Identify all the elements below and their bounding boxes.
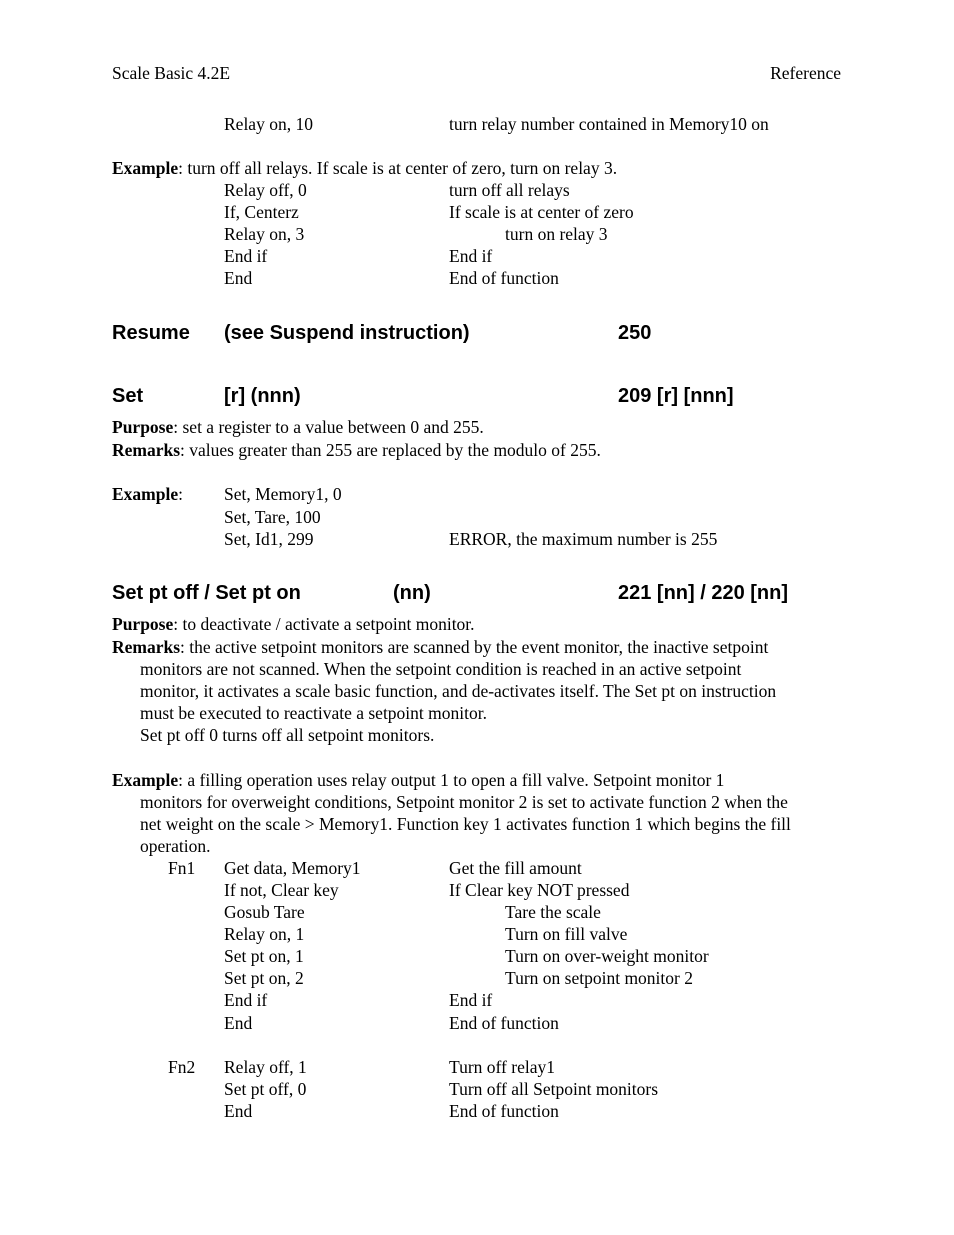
remarks-paragraph: Remarks: the active setpoint monitors are scanned by the event monitor, the inactive setpoint bbox=[112, 637, 769, 657]
instruction-args: [r] (nnn) bbox=[224, 385, 301, 407]
example-paragraph: Example: bbox=[112, 484, 183, 504]
code-line: End bbox=[224, 1013, 253, 1033]
instruction-args: (nn) bbox=[393, 582, 431, 604]
instruction-code: 250 bbox=[618, 322, 652, 344]
code-line: If not, Clear key bbox=[224, 880, 339, 900]
example-paragraph: Example: a filling operation uses relay output 1 to open a fill valve. Setpoint monitor 1 bbox=[112, 770, 725, 790]
code-comment: Turn on over-weight monitor bbox=[505, 946, 709, 966]
code-comment: turn off all relays bbox=[449, 180, 570, 200]
remarks-line: must be executed to reactivate a setpoint monitor. bbox=[140, 703, 487, 723]
code-comment: turn on relay 3 bbox=[505, 224, 608, 244]
example-line: operation. bbox=[140, 836, 211, 856]
remarks-label: Remarks bbox=[112, 637, 181, 657]
code-line: Get data, Memory1 bbox=[224, 858, 361, 878]
purpose-label: Purpose bbox=[112, 614, 174, 634]
code-line: Set pt on, 2 bbox=[224, 968, 304, 988]
remarks-line: Set pt off 0 turns off all setpoint monitors. bbox=[140, 725, 435, 745]
code-comment: End of function bbox=[449, 1101, 559, 1121]
instruction-name: Resume bbox=[112, 322, 190, 344]
page-header-left: Scale Basic 4.2E bbox=[112, 63, 231, 83]
code-comment: Turn on fill valve bbox=[505, 924, 628, 944]
code-comment: Turn on setpoint monitor 2 bbox=[505, 968, 693, 988]
code-line: End bbox=[224, 1101, 253, 1121]
code-line: Set pt on, 1 bbox=[224, 946, 304, 966]
code-comment: ERROR, the maximum number is 255 bbox=[449, 529, 718, 549]
page-header-right: Reference bbox=[770, 63, 841, 83]
code-comment: If Clear key NOT pressed bbox=[449, 880, 630, 900]
instruction-code: 209 [r] [nnn] bbox=[618, 385, 734, 407]
remarks-label: Remarks bbox=[112, 440, 181, 460]
code-line: Set, Id1, 299 bbox=[224, 529, 314, 549]
code-line: Set, Tare, 100 bbox=[224, 507, 321, 527]
remarks-line: monitors are not scanned. When the setpoint condition is reached in an active setpoint bbox=[140, 659, 742, 679]
example-paragraph bbox=[112, 157, 617, 179]
purpose-label: Purpose bbox=[112, 417, 174, 437]
code-line: Relay on, 1 bbox=[224, 924, 305, 944]
example-label: Example bbox=[112, 484, 179, 504]
code-line: If, Centerz bbox=[224, 202, 299, 222]
remarks-line: monitor, it activates a scale basic function, and de-activates itself. The Set pt on instruction bbox=[140, 681, 777, 701]
example-label: Example bbox=[112, 158, 179, 178]
code-line: Set pt off, 0 bbox=[224, 1079, 307, 1099]
instruction-name: Set pt off / Set pt on bbox=[112, 582, 301, 604]
code-line: Relay on, 3 bbox=[224, 224, 305, 244]
instruction-code: 221 [nn] / 220 [nn] bbox=[618, 582, 789, 604]
purpose-paragraph: Purpose: to deactivate / activate a setpoint monitor. bbox=[112, 614, 475, 634]
code-comment: Tare the scale bbox=[505, 902, 601, 922]
code-comment: End if bbox=[449, 990, 493, 1010]
instruction-name: Set bbox=[112, 385, 144, 407]
code-line: End if bbox=[224, 990, 268, 1010]
code-line: Relay off, 1 bbox=[224, 1057, 307, 1077]
code-line: End if bbox=[224, 246, 268, 266]
remarks-paragraph: Remarks: values greater than 255 are replaced by the modulo of 255. bbox=[112, 440, 601, 460]
example-line: net weight on the scale > Memory1. Function key 1 activates function 1 which begins the fill bbox=[140, 814, 791, 834]
code-comment: If scale is at center of zero bbox=[449, 202, 634, 222]
code-line: Set, Memory1, 0 bbox=[224, 484, 342, 504]
code-comment: Turn off relay1 bbox=[449, 1057, 555, 1077]
code-comment: End of function bbox=[449, 1013, 559, 1033]
example-line: monitors for overweight conditions, Setpoint monitor 2 is set to activate function 2 when the bbox=[140, 792, 788, 812]
code-comment: Get the fill amount bbox=[449, 858, 582, 878]
code-comment: End of function bbox=[449, 268, 559, 288]
example-text: : turn off all relays. If scale is at center of zero, turn on relay 3. bbox=[178, 158, 618, 178]
code-comment: Turn off all Setpoint monitors bbox=[449, 1079, 659, 1099]
code-line: Gosub Tare bbox=[224, 902, 305, 922]
code-line: Relay off, 0 bbox=[224, 180, 307, 200]
purpose-paragraph: Purpose: set a register to a value between 0 and 255. bbox=[112, 417, 484, 437]
code-line: End bbox=[224, 268, 253, 288]
code-comment: End if bbox=[449, 246, 493, 266]
code-comment: turn relay number contained in Memory10 on bbox=[449, 114, 769, 134]
code-line: Relay on, 10 bbox=[224, 114, 313, 134]
instruction-args: (see Suspend instruction) bbox=[224, 322, 470, 344]
function-label: Fn1 bbox=[168, 858, 196, 878]
example-label: Example bbox=[112, 770, 179, 790]
function-label: Fn2 bbox=[168, 1057, 196, 1077]
